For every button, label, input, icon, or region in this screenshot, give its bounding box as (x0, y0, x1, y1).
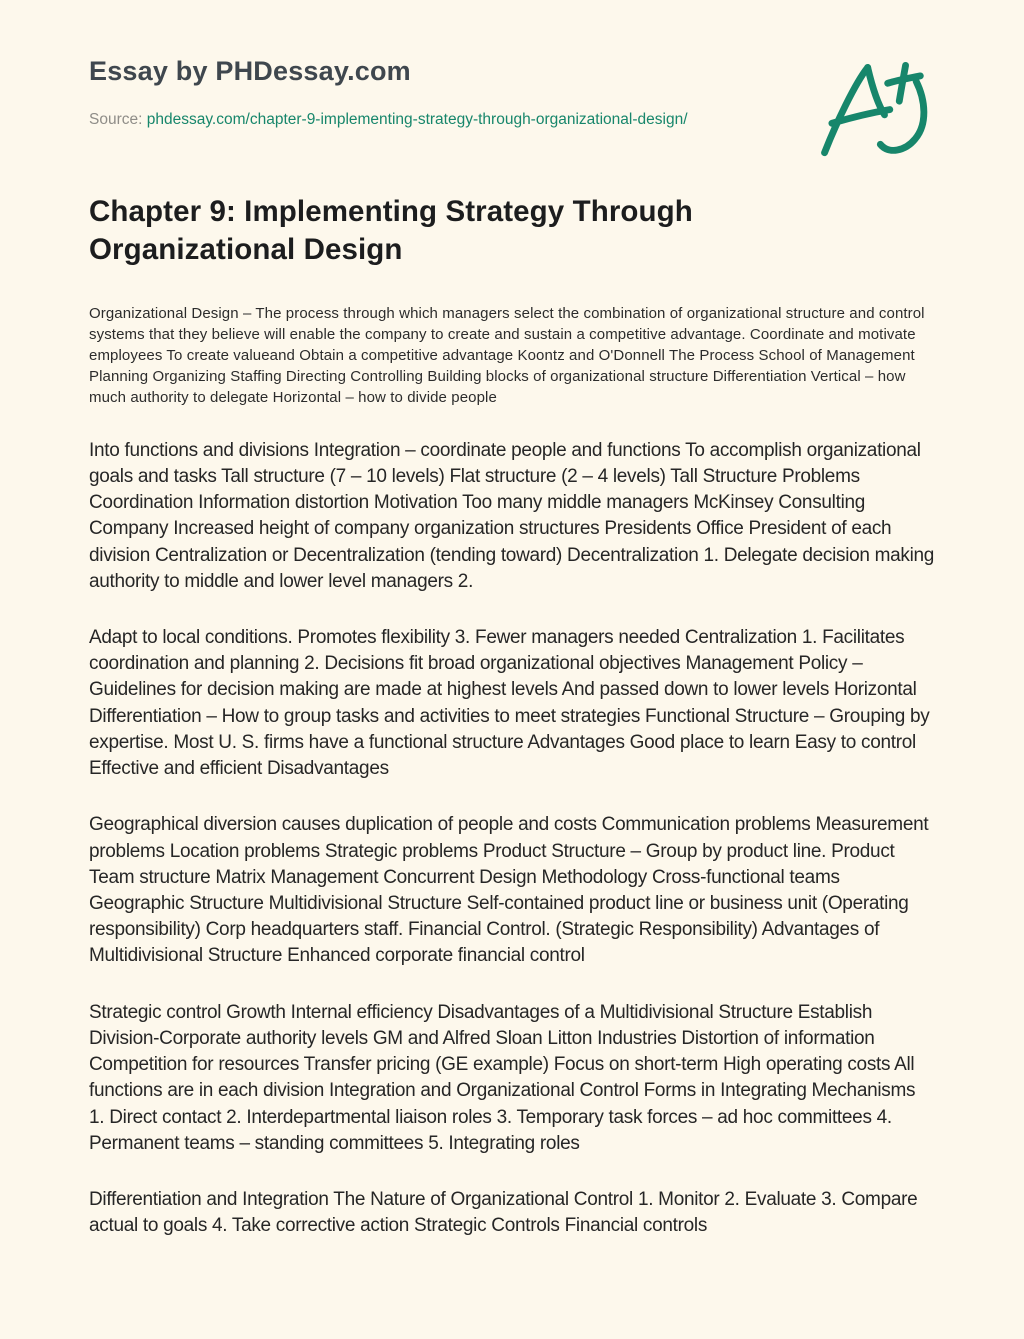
essay-paragraph-1: Organizational Design – The process through which managers select the combination of organizational structure and control systems that they believe will enable the company to create and sustain a competitive advantage. Coordinate and motivate employees To create valueand Obtain a competitive advantage Koontz and O'Donnell The Process School of Management Planning Organizing Staffing Directing Controlling Building blocks of organizational structure Differentiation Vertical – how much authority to delegate Horizontal – how to divide people (89, 304, 925, 406)
aplus-logo-icon (815, 58, 933, 158)
essay-paragraph-2: Into functions and divisions Integration – coordinate people and functions To accomplish organizational goals and tasks Tall structure (7 – 10 levels) Flat structure (2 – 4 levels) Tall Structure Problems Coordination Information distortion Motivation Too many middle managers McKinsey Consulting Company Increased height of company organization structures Presidents Office President of each division Centralization or Decentralization (tending toward) Decentralization 1. Delegate decision making authority to middle and lower level managers 2. (89, 439, 935, 592)
essay-paragraph-6: Differentiation and Integration The Nature of Organizational Control 1. Monitor 2. Evaluate 3. Compare actual to goals 4. Take corrective action Strategic Controls Financial controls (89, 1188, 918, 1237)
page-header (89, 56, 935, 129)
essay-content (89, 193, 935, 1239)
site-title: Essay by PHDessay.com (89, 56, 411, 86)
source-line (89, 111, 935, 129)
source-label: Source: (89, 111, 143, 128)
essay-paragraph-4: Geographical diversion causes duplication of people and costs Communication problems Measurement problems Location problems Strategic problems Product Structure – Group by product line. Product Team structure Matrix Management Concurrent Design Methodology Cross-functional teams Geographic Structure Multidivisional Structure Self-contained product line or business unit (Operating responsibility) Corp headquarters staff. Financial Control. (Strategic Responsibility) Advantages of Multidivisional Structure Enhanced corporate financial control (89, 814, 929, 967)
essay-paragraph-5: Strategic control Growth Internal efficiency Disadvantages of a Multidivisional Structure Establish Division-Corporate authority levels GM and Alfred Sloan Litton Industries Distortion of information Competition for resources Transfer pricing (GE example) Focus on short-term High operating costs All functions are in each division Integration and Organizational Control Forms in Integrating Mechanisms 1. Direct contact 2. Interdepartmental liaison roles 3. Temporary task forces – ad hoc committees 4. Permanent teams – standing committees 5. Integrating roles (89, 1001, 916, 1154)
essay-paragraph-3: Adapt to local conditions. Promotes flexibility 3. Fewer managers needed Centralization 1. Facilitates coordination and planning 2. Decisions fit broad organizational objectives Management Policy – Guidelines for decision making are made at highest levels And passed down to lower levels Horizontal Differentiation – How to group tasks and activities to meet strategies Functional Structure – Grouping by expertise. Most U. S. firms have a functional structure Advantages Good place to learn Easy to control Effective and efficient Disadvantages (89, 627, 930, 780)
source-link[interactable]: phdessay.com/chapter-9-implementing-strategy-through-organizational-design/ (146, 111, 688, 128)
essay-title: Chapter 9: Implementing Strategy Through Organizational Design (89, 195, 693, 267)
